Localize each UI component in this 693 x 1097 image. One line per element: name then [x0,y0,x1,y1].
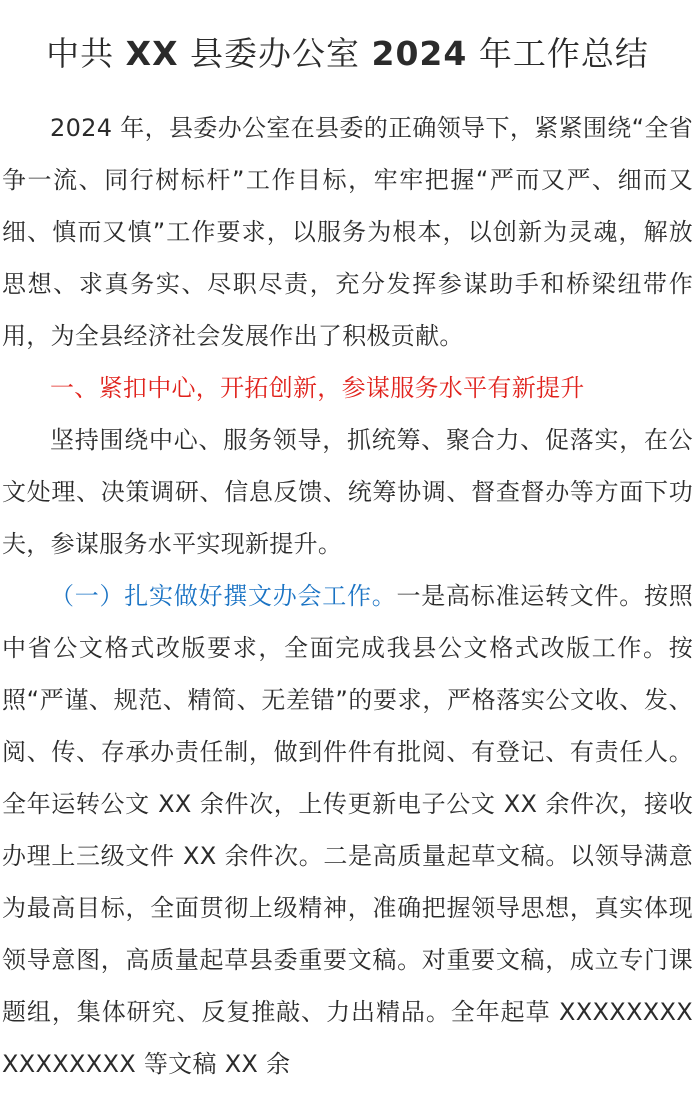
document-title [2,30,693,78]
title-part-4: 2024 [371,34,468,73]
subsection-1-paragraph [2,570,693,1090]
title-part-5: 年工作总结 [467,34,649,73]
section-1-heading: 一、紧扣中心，开拓创新，参谋服务水平有新提升 [50,374,585,402]
title-part-1: 中共 [46,34,126,73]
subsection-1-heading: （一）扎实做好撰文办会工作。 [50,582,397,610]
subsection-1-text: 一是高标准运转文件。按照中省公文格式改版要求，全面完成我县公文格式改版工作。按照“严谨、规范、精简、无差错”的要求，严格落实公文收、发、阅、传、存承办责任制，做到件件有批阅、有登记、有责任人。全年运转公文 XX 余件次，上传更新电子公文 XX 余件次，接收办理上三级文件 XX 余件次。二是高质量起草文稿。以领导满意为最高目标，全面贯彻上级精神，准确把握领导思想，真实体现领导意图，高质量起草县委重要文稿。对重要文稿，成立专门课题组，集体研究、反复推敲、力出精品。全年起草 XXXXXXXXXXXXXXXX 等文稿 XX 余 [2,582,693,1078]
title-part-2: XX [125,34,179,73]
document-body [2,102,693,1090]
title-part-3: 县委办公室 [178,34,372,73]
section-1-paragraph: 坚持围绕中心、服务领导，抓统筹、聚合力、促落实，在公文处理、决策调研、信息反馈、统筹协调、督查督办等方面下功夫，参谋服务水平实现新提升。 [2,426,693,558]
intro-paragraph: 2024 年，县委办公室在县委的正确领导下，紧紧围绕“全省争一流、同行树标杆”工作目标，牢牢把握“严而又严、细而又细、慎而又慎”工作要求，以服务为根本，以创新为灵魂，解放思想、求真务实、尽职尽责，充分发挥参谋助手和桥梁纽带作用，为全县经济社会发展作出了积极贡献。 [2,114,693,350]
